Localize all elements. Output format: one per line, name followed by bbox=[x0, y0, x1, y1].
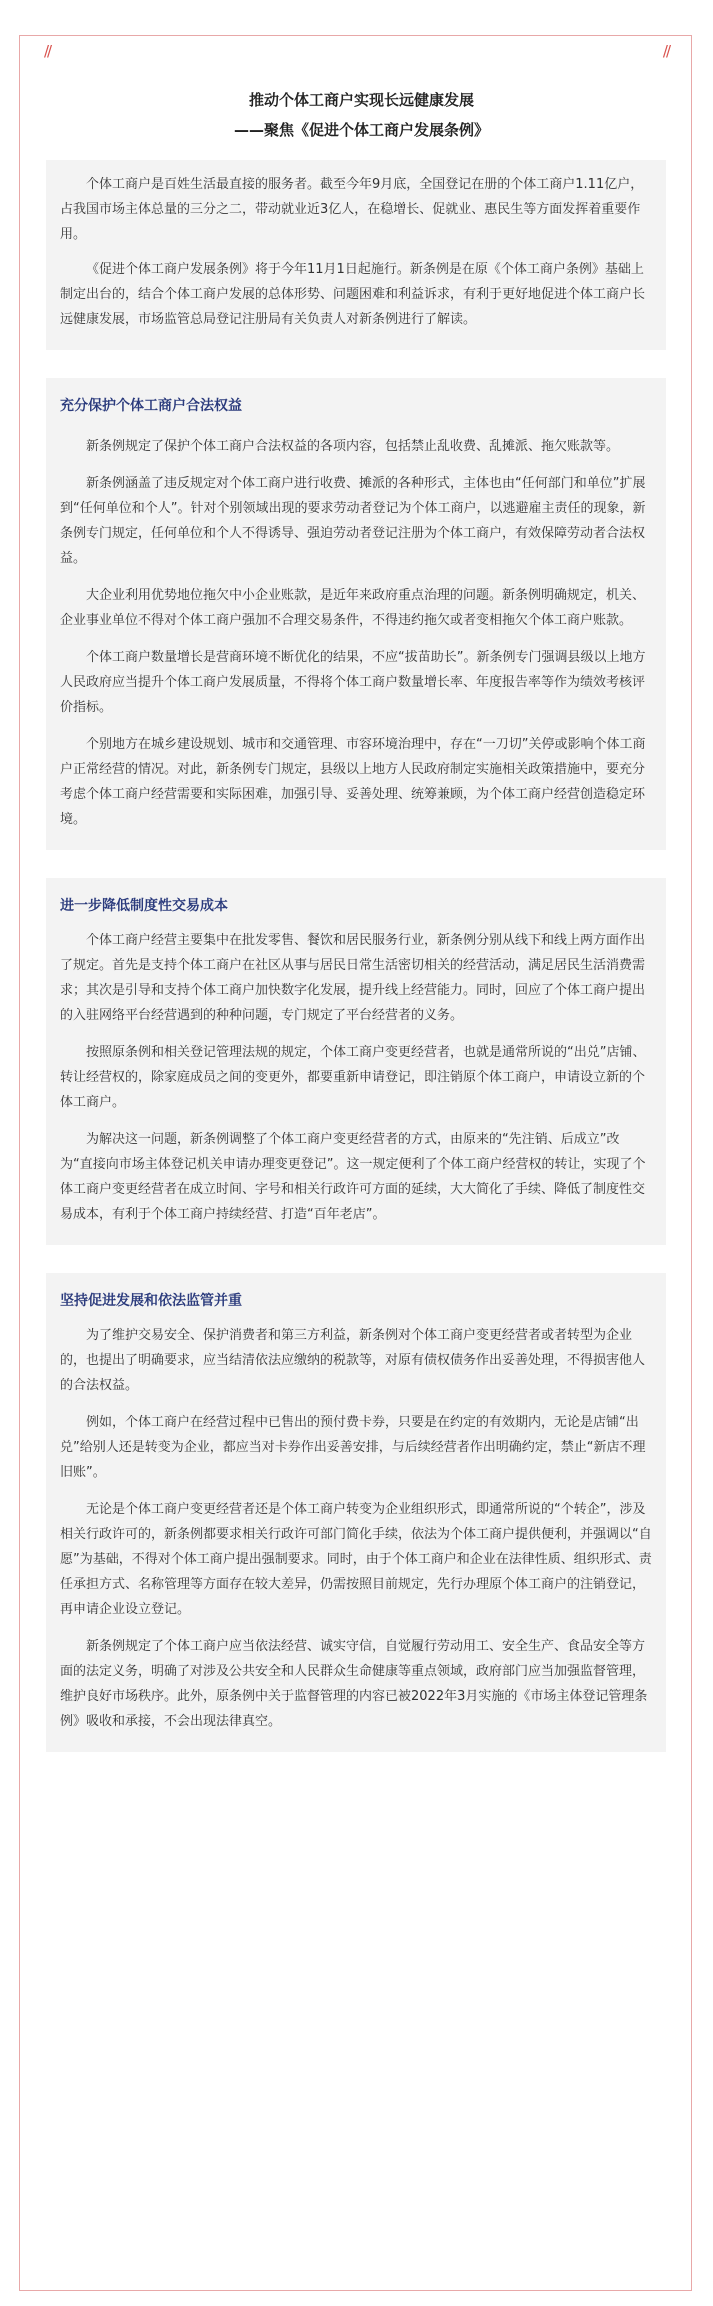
section-card bbox=[46, 378, 666, 850]
section-paragraph: 为解决这一问题，新条例调整了个体工商户变更经营者的方式，由原来的“先注销、后成立”改为“直接向市场主体登记机关申请办理变更登记”。这一规定便利了个体工商户经营权的转让，实现了个体工商户变更经营者在成立时间、字号和相关行政许可方面的延续，大大简化了手续、降低了制度性交易成本，有利于个体工商户持续经营、打造“百年老店”。 bbox=[60, 1132, 646, 1222]
section-paragraph: 新条例涵盖了违反规定对个体工商户进行收费、摊派的各种形式，主体也由“任何部门和单位”扩展到“任何单位和个人”。针对个别领域出现的要求劳动者登记为个体工商户，以逃避雇主责任的现象，新条例专门规定，任何单位和个人不得诱导、强迫劳动者登记注册为个体工商户，有效保障劳动者合法权益。 bbox=[60, 476, 646, 566]
left-corner-decoration: // bbox=[44, 42, 51, 60]
article-subtitle: ——聚焦《促进个体工商户发展条例》 bbox=[233, 121, 489, 139]
section-paragraph: 新条例规定了保护个体工商户合法权益的各项内容，包括禁止乱收费、乱摊派、拖欠账款等。 bbox=[86, 439, 620, 454]
right-corner-decoration: // bbox=[662, 42, 669, 60]
section-heading: 坚持促进发展和依法监管并重 bbox=[60, 1293, 242, 1309]
header bbox=[60, 0, 663, 145]
section-heading: 进一步降低制度性交易成本 bbox=[60, 898, 228, 914]
section-heading: 充分保护个体工商户合法权益 bbox=[60, 398, 242, 414]
section-paragraph: 个体工商户数量增长是营商环境不断优化的结果，不应“拔苗助长”。新条例专门强调县级以上地方人民政府应当提升个体工商户发展质量，不得将个体工商户数量增长率、年度报告率等作为绩效考核评价指标。 bbox=[60, 650, 646, 715]
section-card bbox=[46, 878, 666, 1245]
section-paragraph: 个体工商户经营主要集中在批发零售、餐饮和居民服务行业，新条例分别从线下和线上两方面作出了规定。首先是支持个体工商户在社区从事与居民日常生活密切相关的经营活动，满足居民生活消费需求；其次是引导和支持个体工商户加快数字化发展，提升线上经营能力。同时，回应了个体工商户提出的入驻网络平台经营遇到的种种问题，专门规定了平台经营者的义务。 bbox=[60, 933, 646, 1023]
section-paragraph: 按照原条例和相关登记管理法规的规定，个体工商户变更经营者，也就是通常所说的“出兑”店铺、转让经营权的，除家庭成员之间的变更外，都要重新申请登记，即注销原个体工商户，申请设立新的个体工商户。 bbox=[60, 1045, 646, 1110]
intro-paragraph: 个体工商户是百姓生活最直接的服务者。截至今年9月底，全国登记在册的个体工商户1.11亿户，占我国市场主体总量的三分之二，带动就业近3亿人，在稳增长、促就业、惠民生等方面发挥着重要作用。 bbox=[60, 177, 644, 242]
intro-paragraph: 《促进个体工商户发展条例》将于今年11月1日起施行。新条例是在原《个体工商户条例》基础上制定出台的，结合个体工商户发展的总体形势、问题困难和利益诉求，有利于更好地促进个体工商户长远健康发展，市场监管总局登记注册局有关负责人对新条例进行了解读。 bbox=[60, 262, 646, 327]
intro-card bbox=[46, 160, 666, 350]
article-title: 推动个体工商户实现长远健康发展 bbox=[248, 91, 474, 109]
section-card bbox=[46, 1273, 666, 1752]
section-paragraph: 大企业利用优势地位拖欠中小企业账款，是近年来政府重点治理的问题。新条例明确规定，机关、企业事业单位不得对个体工商户强加不合理交易条件，不得违约拖欠或者变相拖欠个体工商户账款。 bbox=[60, 588, 646, 628]
section-paragraph: 为了维护交易安全、保护消费者和第三方利益，新条例对个体工商户变更经营者或者转型为企业的，也提出了明确要求，应当结清依法应缴纳的税款等，对原有债权债务作出妥善处理，不得损害他人的合法权益。 bbox=[60, 1328, 646, 1393]
section-paragraph: 无论是个体工商户变更经营者还是个体工商户转变为企业组织形式，即通常所说的“个转企”，涉及相关行政许可的，新条例都要求相关行政许可部门简化手续，依法为个体工商户提供便利，并强调以“自愿”为基础，不得对个体工商户提出强制要求。同时，由于个体工商户和企业在法律性质、组织形式、责任承担方式、名称管理等方面存在较大差异，仍需按照目前规定，先行办理原个体工商户的注销登记，再申请企业设立登记。 bbox=[60, 1502, 652, 1617]
section-paragraph: 例如，个体工商户在经营过程中已售出的预付费卡券，只要是在约定的有效期内，无论是店铺“出兑”给别人还是转变为企业，都应当对卡券作出妥善安排，与后续经营者作出明确约定，禁止“新店不理旧账”。 bbox=[60, 1415, 646, 1480]
section-paragraph: 新条例规定了个体工商户应当依法经营、诚实守信，自觉履行劳动用工、安全生产、食品安全等方面的法定义务，明确了对涉及公共安全和人民群众生命健康等重点领域，政府部门应当加强监督管理，维护良好市场秩序。此外，原条例中关于监督管理的内容已被2022年3月实施的《市场主体登记管理条例》吸收和承接，不会出现法律真空。 bbox=[60, 1639, 648, 1729]
section-paragraph: 个别地方在城乡建设规划、城市和交通管理、市容环境治理中，存在“一刀切”关停或影响个体工商户正常经营的情况。对此，新条例专门规定，县级以上地方人民政府制定实施相关政策措施中，要充分考虑个体工商户经营需要和实际困难，加强引导、妥善处理、统筹兼顾，为个体工商户经营创造稳定环境。 bbox=[60, 737, 646, 827]
